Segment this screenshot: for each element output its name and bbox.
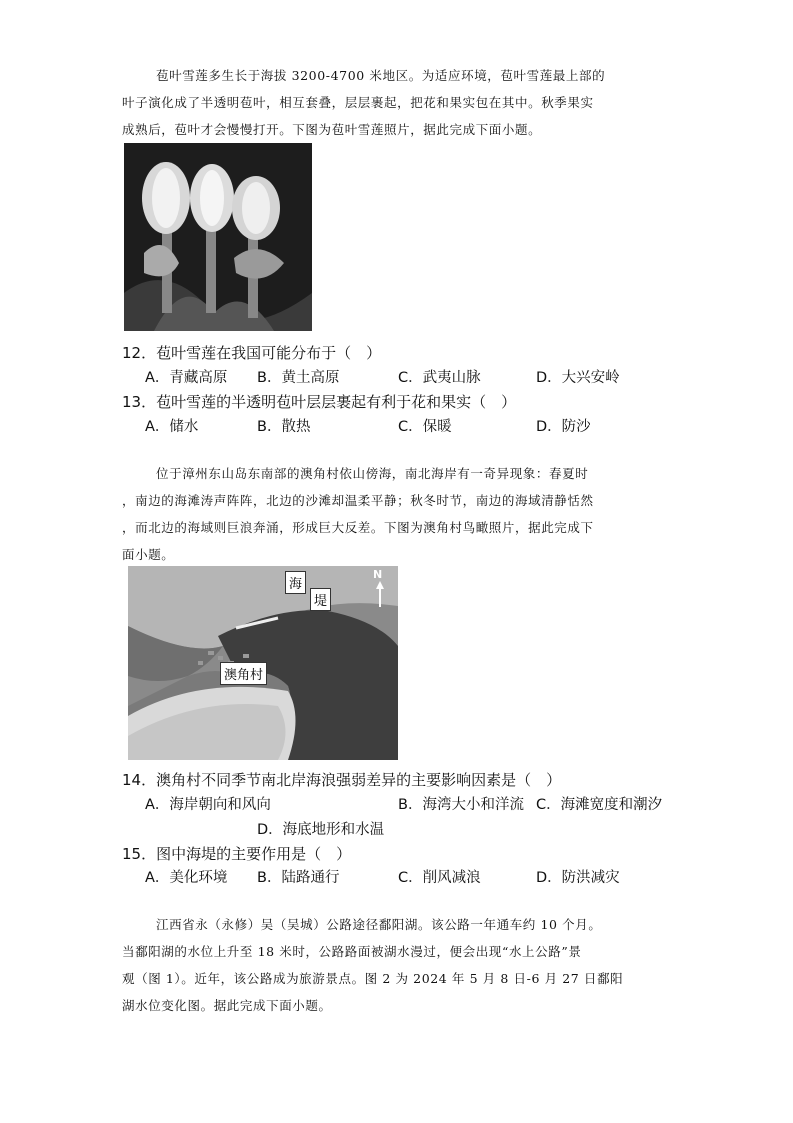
q12-option-a[interactable]: A．青藏高原 — [145, 370, 228, 386]
q13-option-b[interactable]: B．散热 — [257, 419, 311, 435]
q14-option-b[interactable]: B．海湾大小和洋流 — [398, 797, 524, 813]
passage-line: 叶子演化成了半透明苞叶，相互套叠，层层裹起，把花和果实包在其中。秋季果实 — [122, 95, 594, 110]
question-12: 12．苞叶雪莲在我国可能分布于（ ） — [122, 344, 382, 362]
north-arrow-icon — [373, 568, 385, 607]
q15-option-d[interactable]: D．防洪减灾 — [536, 870, 620, 886]
question-13: 13．苞叶雪莲的半透明苞叶层层裹起有利于花和果实（ ） — [122, 393, 517, 411]
passage-poyang-lake — [122, 911, 667, 1019]
aojiao-aerial-photo — [128, 566, 398, 760]
passage-line: 面小题。 — [122, 547, 175, 562]
q12-option-b[interactable]: B．黄土高原 — [257, 370, 340, 386]
q15-option-b[interactable]: B．陆路通行 — [257, 870, 340, 886]
q13-option-c[interactable]: C．保暖 — [398, 419, 452, 435]
passage-line: 湖水位变化图。据此完成下面小题。 — [122, 998, 332, 1013]
snow-lotus-image — [124, 143, 312, 331]
passage-snow-lotus — [122, 62, 667, 143]
passage-aojiao-village — [122, 460, 667, 568]
map-label-sea: 海 — [285, 571, 306, 594]
passage-line: ，而北边的海域则巨浪奔涌，形成巨大反差。下图为澳角村鸟瞰照片，据此完成下 — [122, 520, 594, 535]
passage-line: 苞叶雪莲多生长于海拔 3200-4700 米地区。为适应环境，苞叶雪莲最上部的 — [156, 68, 606, 83]
passage-line: 位于漳州东山岛东南部的澳角村依山傍海，南北海岸有一奇异现象：春夏时 — [156, 466, 589, 481]
q14-option-a[interactable]: A．海岸朝向和风向 — [145, 797, 271, 813]
map-label-dike: 堤 — [310, 588, 331, 611]
passage-line: ，南边的海滩涛声阵阵，北边的沙滩却温柔平静；秋冬时节，南边的海域清静恬然 — [122, 493, 594, 508]
passage-line: 观（图 1）。近年，该公路成为旅游景点。图 2 为 2024 年 5 月 8 日-6 月 27 日鄱阳 — [122, 971, 624, 986]
q13-option-a[interactable]: A．储水 — [145, 419, 199, 435]
passage-line: 江西省永（永修）吴（吴城）公路途径鄱阳湖。该公路一年通车约 10 个月。 — [156, 917, 602, 932]
passage-line: 当鄱阳湖的水位上升至 18 米时，公路路面被湖水漫过，便会出现“水上公路”景 — [122, 944, 582, 959]
question-15: 15．图中海堤的主要作用是（ ） — [122, 845, 352, 863]
q14-option-d[interactable]: D．海底地形和水温 — [257, 822, 385, 838]
snow-lotus-photo — [124, 143, 312, 331]
q12-option-c[interactable]: C．武夷山脉 — [398, 370, 481, 386]
north-label: N — [373, 568, 383, 581]
q15-option-a[interactable]: A．美化环境 — [145, 870, 228, 886]
passage-line: 成熟后，苞叶才会慢慢打开。下图为苞叶雪莲照片，据此完成下面小题。 — [122, 122, 542, 137]
q15-option-c[interactable]: C．削风减浪 — [398, 870, 481, 886]
q14-option-c[interactable]: C．海滩宽度和潮汐 — [536, 797, 663, 813]
q12-option-d[interactable]: D．大兴安岭 — [536, 370, 620, 386]
q13-option-d[interactable]: D．防沙 — [536, 419, 591, 435]
map-label-village: 澳角村 — [220, 662, 267, 685]
question-14: 14．澳角村不同季节南北岸海浪强弱差异的主要影响因素是（ ） — [122, 771, 562, 789]
